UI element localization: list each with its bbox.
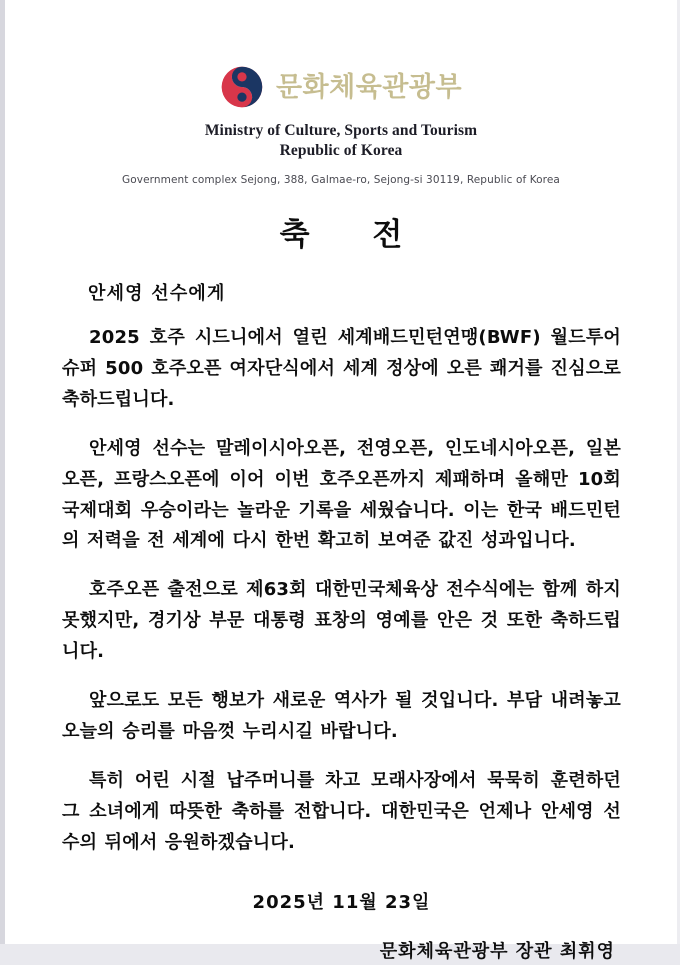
ministry-address: Government complex Sejong, 388, Galmae-ro, Sejong-si 30119, Republic of Korea xyxy=(122,173,560,186)
taegeuk-government-emblem-icon xyxy=(220,65,264,109)
body-paragraph: 앞으로도 모든 행보가 새로운 역사가 될 것입니다. 부담 내려놓고 오늘의 승리를 마음껏 누리시길 바랍니다. xyxy=(62,690,621,743)
letter-signature: 문화체육관광부 장관 최휘영 xyxy=(379,941,615,963)
signoff-block xyxy=(62,889,621,965)
body-paragraph: 2025 호주 시드니에서 열린 세계배드민턴연맹(BWF) 월드투어 슈퍼 500 호주오픈 여자단식에서 세계 정상에 오른 쾌거를 진심으로 축하드립니다. xyxy=(62,326,621,410)
letter-date: 2025년 11월 23일 xyxy=(252,892,431,914)
ministry-logo xyxy=(5,64,677,110)
body-paragraph: 호주오픈 출전으로 제63회 대한민국체육상 전수식에는 함께 하지 못했지만, 경기상 부문 대통령 표창의 영예를 안은 것 또한 축하드립니다. xyxy=(62,579,621,663)
document-title: 축 전 xyxy=(279,216,429,253)
ministry-name-english xyxy=(5,121,677,161)
ministry-name-korean: 문화체육관광부 xyxy=(275,71,463,103)
letterhead xyxy=(5,0,677,186)
ministry-name-english-line2: Republic of Korea xyxy=(279,141,403,159)
ministry-name-english-line1: Ministry of Culture, Sports and Tourism xyxy=(204,122,478,139)
body-paragraph: 특히 어린 시절 납주머니를 차고 모래사장에서 묵묵히 훈련하던 그 소녀에게 따뜻한 축하를 전합니다. 대한민국은 언제나 안세영 선수의 뒤에서 응원하겠습니다. xyxy=(62,770,621,854)
body-paragraph: 안세영 선수는 말레이시아오픈, 전영오픈, 인도네시아오픈, 일본오픈, 프랑스오픈에 이어 이번 호주오픈까지 제패하며 올해만 10회 국제대회 우승이라는 놀라운 기록을 세웠습니다. 이는 한국 배드민턴의 저력을 전 세계에 다시 한번 확고히 보여준 값진 성과입니다. xyxy=(62,437,621,552)
letter-body xyxy=(5,280,677,965)
salutation: 안세영 선수에게 xyxy=(88,282,226,304)
